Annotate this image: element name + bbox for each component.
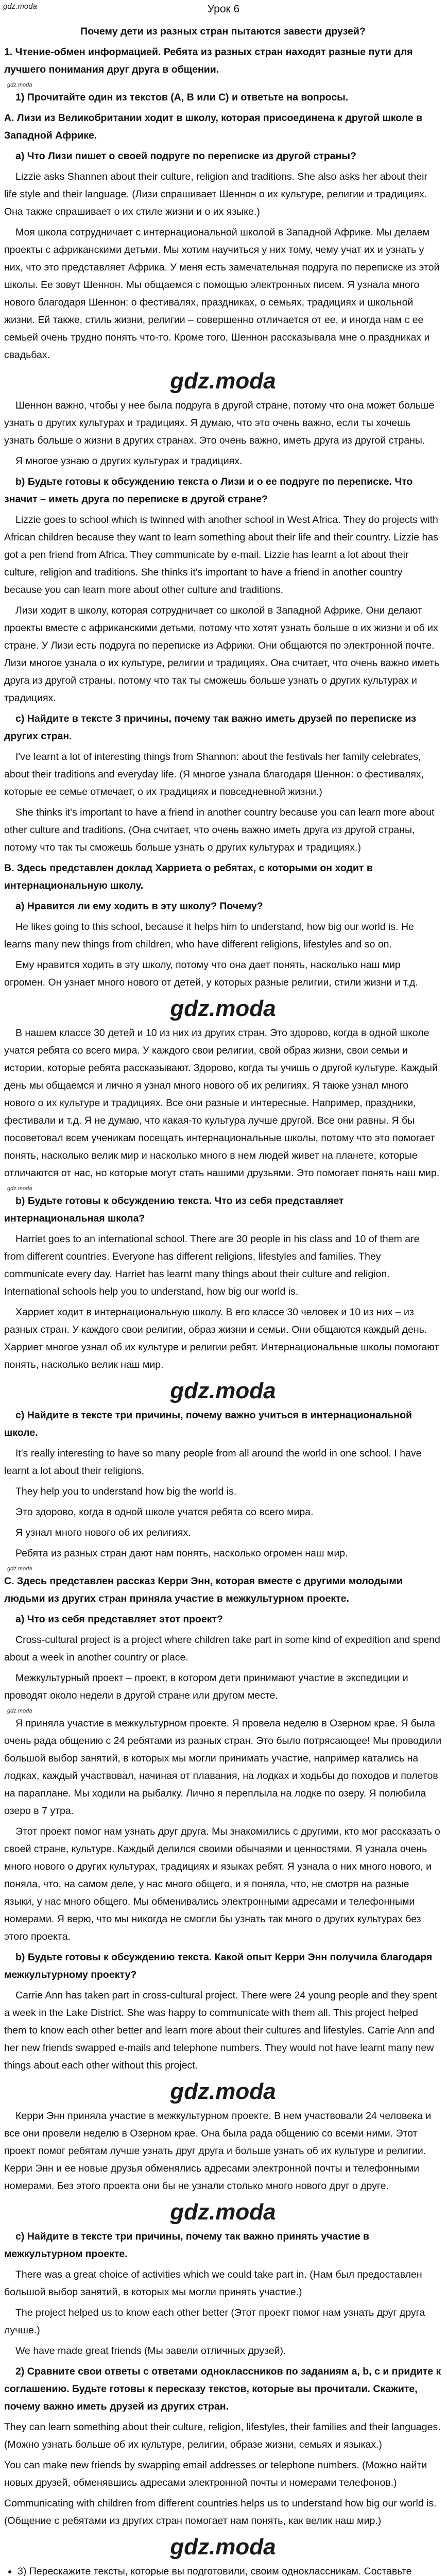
paragraph: Межкультурный проект – проект, в котором дети принимают участие в экспедиции и проводят около недели в другой стране или другом месте. (4, 1672, 408, 1701)
bullet-list (4, 2563, 442, 2576)
paragraph: Это здорово, когда в одной школе учатся ребята со всего мира. (15, 1506, 314, 1518)
watermark: gdz.moda (170, 2199, 276, 2225)
paragraph: They help you to understand how big the world is. (15, 1486, 237, 1497)
paragraph: Этот проект помог нам узнать друг друга. Мы знакомились с другими, кто мог рассказать о своей стране, культуре. Каждый делился своими обычаями и ценностями. Я узнала очень много нового о других культурах, традициях и языках ребят. Я узнала о них много нового, и поняла, что, на самом деле, у нас много общего, и я поняла, что, не смотря на разные языки, у нас много общего. Мы обменивались электронными адресами и телефонными номерами. Я верю, что мы никогда не смогли бы узнать так много о других культурах без этого проекта. (4, 1826, 440, 1942)
paragraph: Lizzie asks Shannen about their culture, religion and traditions. She also asks her about their life style and their language. (Лизи спрашивает Шеннон о их культуре, религии и традициях. Она также спрашивает о их стиле жизни и о их языке.) (4, 171, 427, 217)
paragraph: Cross-cultural project is a project where children take part in some kind of expedition and spend about a week in another country or place. (4, 1634, 440, 1663)
task-heading: A. Лизи из Великобритании ходит в школу, которая присоединена к другой школе в Западной Африке. (4, 112, 423, 141)
paragraph: Лизи ходит в школу, которая сотрудничает со школой в Западной Африке. Они делают проекты вместе с африканскими детьми, потому что хотят узнать больше о их жизни и об их стране. У Лизи есть подруга по переписке из Африки. Они общаются по электронной почте. Лизи многое узнала о их культуре, религии и традициях. Она считает, что очень важно иметь друга из другой страны, потому что так ты сможешь больше узнать о других культурах и традициях. (4, 605, 440, 704)
watermark: gdz.moda (7, 1185, 32, 1192)
watermark: gdz.moda (170, 2079, 276, 2104)
paragraph: He likes going to this school, because it helps him to understand, how big our world is. He learns many new things from children, who have different religions, lifestyles and so on. (4, 921, 414, 950)
paragraph: Шеннон важно, чтобы у нее была подруга в другой стране, потому что она может больше узнать о других культурах и традициях. Я думаю, что это очень важно, если ты хочешь узнать больше о жизни в других странах. Это очень важно, иметь друга из другой страны. (4, 400, 435, 446)
task-heading: c) Найдите в тексте три причины, почему важно учиться в интернациональной школе. (4, 1410, 412, 1438)
paragraph: It's really interesting to have so many people from all around the world in one school. I have learnt a lot about their religions. (4, 1448, 422, 1477)
paragraph: Моя школа сотрудничает с интернациональной школой в Западной Африке. Мы делаем проекты с африканскими детьми. Мы хотим научиться у них тому, чему учат их и узнать у них, что это представляет Африка. У меня есть замечательная подруга по переписке из этой школы. Ее зовут Шеннон. Мы общаемся с помощью электронных писем. Я узнала много нового благодаря Шеннон: о фестивалях, праздниках, о семьях, традициях и школьной жизни. Ей также, стиль жизни, религии – совершенно отличается от ее, и иногда нам с ее семьей очень трудно понять что-то. Кроме того, Шеннон рассказывала мне о праздниках и свадьбах. (4, 227, 440, 361)
task-heading: 1. Чтение-обмен информацией. Ребята из разных стран находят разные пути для лучшего понимания друг друга в общении. (4, 46, 413, 75)
watermark: gdz.moda (170, 2534, 276, 2560)
watermark: gdz.moda (7, 1566, 32, 1572)
watermark: gdz.moda (7, 82, 32, 88)
paragraph: Я многое узнаю о других культурах и традициях. (15, 455, 243, 467)
paragraph: Ему нравится ходить в эту школу, потому что она дает понять, насколько наш мир огромен. Он узнает много нового от детей, у которых разные религии, стили жизни и т.д. (4, 959, 418, 988)
paragraph: Carrie Ann has taken part in cross-cultural project. There were 24 young people and they spent a week in the Lake District. She was happy to communicate with them all. This project helped them to know each other better and learn more about their cultures and lifestyles. Carrie Ann and her new friends swapped e-mails and telephone numbers. They would not have learnt many new things about each other without this project. (4, 1990, 438, 2071)
paragraph: I've learnt a lot of interesting things from Shannon: about the festivals her family celebrates, about their traditions and everyday life. (Я многое узнала благодаря Шеннон: о фестивалях, которые ее семье отмечает, о их традициях и повседневной жизни.) (4, 751, 424, 798)
paragraph: В нашем классе 30 детей и 10 из них из других стран. Это здорово, когда в одной школе учатся ребята со всего мира. У каждого свои религии, свой образ жизни, свои семьи и истории, которые ребята рассказывают. Здорово, когда ты учишь о другой культуре. Каждый день мы общаемся и лично я узнал много нового об их религиях. Я также узнал много нового о их культуре и традициях. Все они разные и интересные. Например, праздники, фестивали и т.д. Я не думаю, что какая-то культура лучше другой. Все они равны. Я бы посоветовал всем ученикам посещать интернациональные школы, потому что это помогает понять, насколько велик мир и насколько много в нем людей живет на планете, которые отличаются от нас, но которые могут стать нашими друзьями. Это помогает понять наш мир. (4, 1027, 440, 1179)
paragraph: Lizzie goes to school which is twinned with another school in West Africa. They do projects with African children because they want to learn something about their life and their country. Lizzie has got a pen friend from Africa. They communicate by e-mail. Lizzie has learnt a lot about their culture, religion and traditions. She thinks it's important to have a friend in another country because you can learn more about other culture and traditions. (4, 514, 438, 596)
watermark-top-left: gdz.moda (3, 2, 37, 11)
paragraph: Communicating with children from different countries helps us to understand how big our world is. (Общение с ребятами из других стран помогает нам понять, как велик наш мир.) (4, 2498, 437, 2527)
watermark: gdz.moda (170, 1378, 276, 1403)
paragraph: Я узнал много нового об их религиях. (15, 1527, 191, 1538)
task-heading: a) Что из себя представляет этот проект? (15, 1614, 224, 1625)
task-heading: 2) Сравните свои ответы с ответами одноклассников по заданиям a, b, c и придите к соглашению. Будьте готовы к пересказу текстов, которые вы прочитали. Скажите, почему важно иметь друзей из других стран. (4, 2366, 441, 2412)
paragraph: You can make new friends by swapping email addresses or telephone numbers. (Можно найти новых друзей, обменявшись адресами электронной почты и номерами телефонов.) (4, 2460, 427, 2488)
task-heading: b) Будьте готовы к обсуждению текста о Лизи и о ее подруге по переписке. Что значит – иметь друга по переписке в другой стране? (4, 476, 413, 505)
task-heading: a) Нравится ли ему ходить в эту школу? Почему? (15, 901, 263, 912)
paragraph: We have made great friends (Мы завели отличных друзей). (15, 2345, 286, 2357)
watermark: gdz.moda (170, 996, 276, 1021)
paragraph: Ребята из разных стран дают нам понять, насколько огромен наш мир. (15, 1548, 348, 1559)
watermark: gdz.moda (7, 1708, 32, 1714)
lesson-content (4, 23, 442, 2576)
paragraph: Я приняла участие в межкультурном проекте. Я провела неделю в Озерном крае. Я была очень рада общению с 24 ребятами из разных стран. Это было потрясающее! Мы проводили большой выбор занятий, в которых мы могли принимать участие, например катались на лодках, каждый участвовал, начиная от плавания, на лодках и ходьбы до походов и полетов на параплане. Мы ходили на рыбалку. Лично я переплыла на лодке по озеру. Я полюбила озеро в 7 утра. (4, 1718, 442, 1817)
bullet-item: • 3) Перескажите тексты, которые вы подготовили, своим одноклассникам. Составьте (18, 2563, 442, 2576)
task-heading: c) Найдите в тексте 3 причины, почему так важно иметь друзей по переписке из других стран. (4, 713, 417, 742)
task-heading: c) Найдите в тексте три причины, почему так важно принять участие в межкультурном проекте. (4, 2231, 369, 2260)
task-heading: a) Что Лизи пишет о своей подруге по переписке из другой страны? (15, 150, 356, 162)
task-heading: 1) Прочитайте один из текстов (A, B или C) и ответьте на вопросы. (15, 92, 349, 103)
paragraph: She thinks it's important to have a friend in another country because you can learn more about other culture and traditions. (Она считает, что очень важно иметь друга из другой страны, потому что так ты сможешь больше узнать о других культурах и традициях.) (4, 807, 435, 853)
paragraph: Керри Энн приняла участие в межкультурном проекте. В нем участвовали 24 человека и все они провели неделю в Озерном крае. Она была рада общению со всеми ними. Этот проект помог ребятам лучше узнать друг друга и больше узнать об их культуре и религии. Керри Энн и ее новые друзья обменялись адресами электронной почты и телефонными номерами. Без этого проекта они бы не узнали столько много нового друг о друге. (4, 2110, 432, 2192)
paragraph: Harriet goes to an international school. There are 30 people in his class and 10 of them are from different countries. Everyone has different religions, lifestyles and families. They communicate every day. Harriet has learnt many things about their culture and religion. International schools help you to understand, how big our world is. (4, 1233, 420, 1297)
page-title: Урок 6 (207, 3, 240, 15)
task-heading: b) Будьте готовы к обсуждению текста. Какой опыт Керри Энн получила благодаря межкультурному проекту? (4, 1952, 433, 1980)
task-heading: b) Будьте готовы к обсуждению текста. Что из себя представляет интернациональная школа? (4, 1195, 344, 1224)
paragraph: Харриет ходит в интернациональную школу. В его классе 30 человек и 10 из них – из разных стран. У каждого свои религии, образ жизни и семьи. Они общаются каждый день. Харриет многое узнал об их культуре и религии ребят. Интернациональные школы помогают понять, насколько велик наш мир. (4, 1307, 439, 1370)
paragraph: The project helped us to know each other better (Этот проект помог нам узнать друг друга лучше.) (4, 2307, 425, 2336)
paragraph: They can learn something about their culture, religion, lifestyles, their families and their languages. (Можно узнать больше об их культуре, религии, образе жизни, семьях и языках.) (4, 2421, 441, 2450)
task-heading: B. Здесь представлен доклад Харриета о ребятах, с которыми он ходит в интернациональную школу. (4, 862, 373, 891)
task-heading: Почему дети из разных стран пытаются завести друзей? (80, 26, 366, 37)
watermark: gdz.moda (170, 368, 276, 394)
paragraph: There was a great choice of activities which we could take part in. (Нам был предоставлен большой выбор занятий, в которых мы могли принять участие.) (4, 2269, 422, 2298)
task-heading: C. Здесь представлен рассказ Керри Энн, которая вместе с другими молодыми людьми из других стран приняла участие в межкультурном проекте. (4, 1575, 403, 1604)
